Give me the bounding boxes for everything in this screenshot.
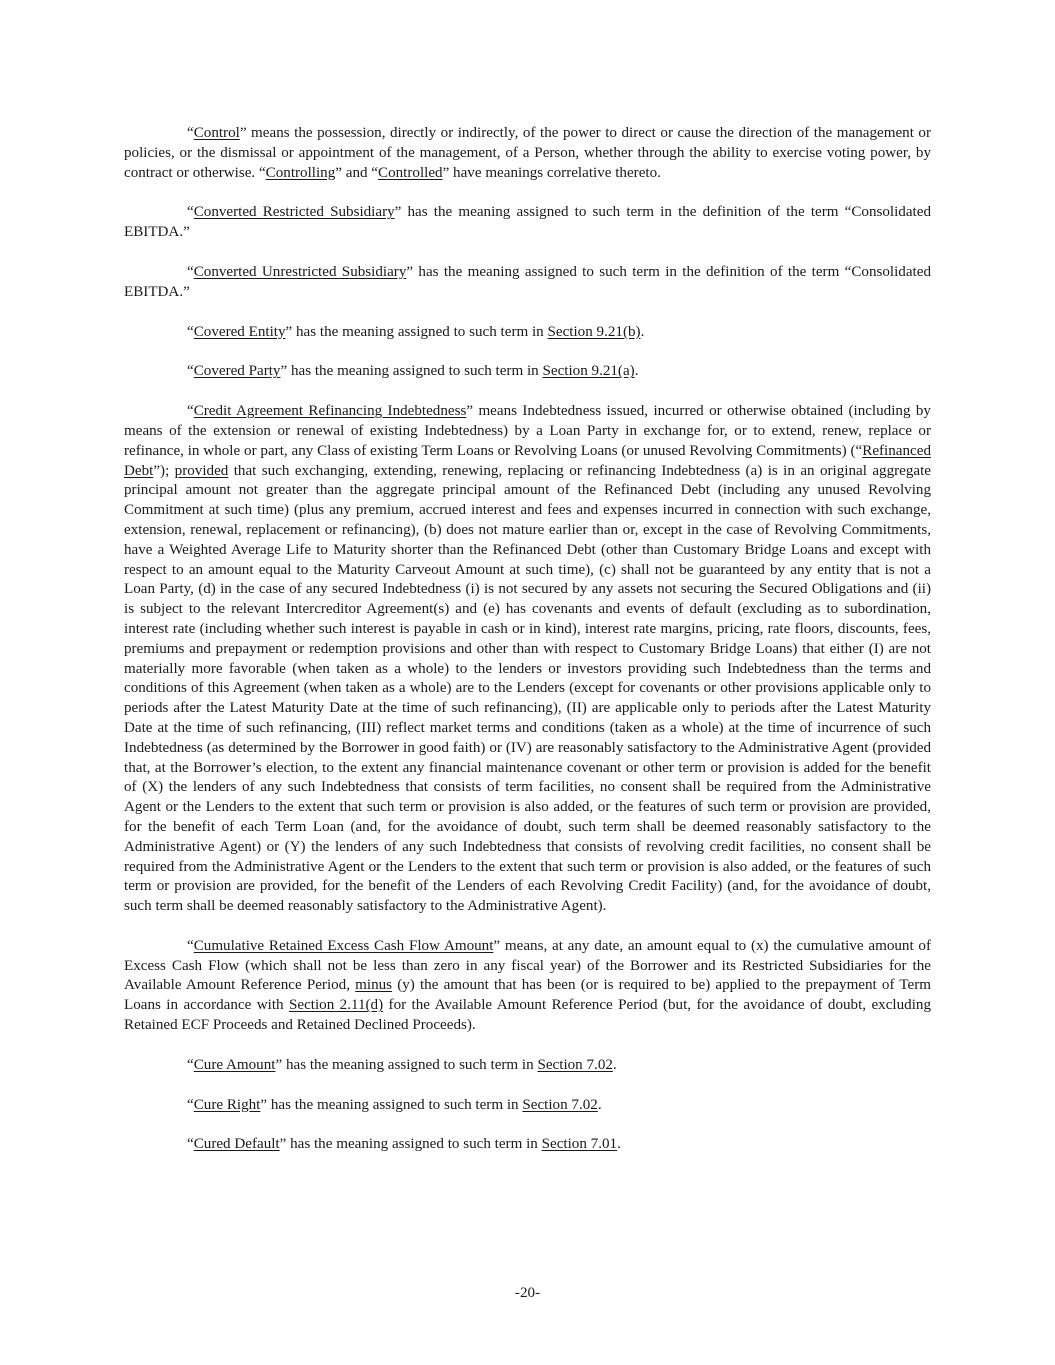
definition-text: ” has the meaning assigned to such term in xyxy=(275,1056,538,1073)
definition-text: (y) the amount that has been (or is required to be) applied to the prepayment of Term Loans in accordance with xyxy=(124,977,931,1014)
definition-text: ” have meanings correlative thereto. xyxy=(442,164,661,181)
definition-text: “ xyxy=(187,937,194,954)
underlined-term: Refinanced Debt xyxy=(124,442,931,479)
definition-covered-entity xyxy=(124,323,931,343)
definition-converted-restricted-subsidiary xyxy=(124,203,931,243)
definition-cure-right xyxy=(124,1096,931,1116)
definition-text: ”); xyxy=(153,462,175,479)
underlined-term: provided xyxy=(174,462,229,479)
underlined-term: Section 9.21(a) xyxy=(542,363,635,380)
definition-text: . xyxy=(617,1136,621,1153)
definition-converted-unrestricted-subsidiary xyxy=(124,263,931,303)
underlined-term: minus xyxy=(355,977,393,994)
underlined-term: Cure Right xyxy=(193,1096,261,1113)
definition-text: . xyxy=(597,1096,602,1113)
definition-text: that such exchanging, extending, renewing, replacing or refinancing Indebtedness (a) is in an original aggregate principal amount not greater than the aggregate principal amount of the Refinanced Debt (including any unused Revolving Commitment at such time) (plus any premium, accrued interest and fees and expenses incurred in connection with such exchange, extension, renewal, replacement or refinancing), (b) does not mature earlier than or, except in the case of Revolving Commitments, have a Weighted Average Life to Maturity shorter than the Refinanced Debt (other than Customary Bridge Loans and except with respect to an amount equal to the Maturity Carveout Amount at such time), (c) shall not be guaranteed by any entity that is not a Loan Party, (d) in the case of any secured Indebtedness (i) is not secured by any assets not securing the Secured Obligations and (ii) is subject to the relevant Intercreditor Agreement(s) and (e) has covenants and events of default (excluding as to subordination, interest rate (including whether such interest is payable in cash or in kind), interest rate margins, pricing, rate floors, discounts, fees, premiums and prepayment or redemption provisions and other than with respect to Customary Bridge Loans) that either (I) are not materially more favorable (when taken as a whole) to the lenders or investors providing such Indebtedness than the terms and conditions of this Agreement (when taken as a whole) are to the Lenders (except for covenants or other provisions applicable only to periods after the Latest Maturity Date at the time of such refinancing), (II) are applicable only to periods after the Latest Maturity Date at the time of such refinancing, (III) reflect market terms and conditions (taken as a whole) at the time of incurrence of such Indebtedness (as determined by the Borrower in good faith) or (IV) are reasonably satisfactory to the Administrative Agent (provided that, at the Borrower’s election, to the extent any financial maintenance covenant or other term or provision is added for the benefit of (X) the lenders of any such Indebtedness that consists of term facilities, no consent shall be required from the Administrative Agent or the Lenders to the extent that such term or provision is also added, or the features of such term or provision are provided, for the benefit of each Term Loan (and, for the avoidance of doubt, such term shall be deemed reasonably satisfactory to the Administrative Agent) or (Y) the lenders of any such Indebtedness that consists of revolving credit facilities, no consent shall be required from the Administrative Agent or the Lenders to the extent that such term or provision is also added, or the features of such term or provision are provided, for the benefit of the Lenders of each Revolving Credit Facility) (and, for the avoidance of doubt, such term shall be deemed reasonably satisfactory to the Administrative Agent). xyxy=(124,462,931,915)
definition-text: . xyxy=(612,1056,617,1073)
definition-cure-amount xyxy=(124,1056,931,1076)
definition-text: “ xyxy=(187,403,194,420)
underlined-term: Controlling xyxy=(265,164,336,181)
page-number: -20- xyxy=(514,1285,541,1301)
underlined-term: Section 7.01 xyxy=(541,1136,618,1153)
definition-text: ” means the possession, directly or indirectly, of the power to direct or cause the direction of the management or policies, or the dismissal or appointment of the management, of a Person, whether through the ability to exercise voting power, by contract or otherwise. “ xyxy=(124,125,931,181)
definition-text: ” has the meaning assigned to such term in xyxy=(280,363,543,380)
definition-text: . xyxy=(634,363,639,380)
definition-text: “ xyxy=(187,125,194,141)
underlined-term: Cure Amount xyxy=(193,1056,276,1073)
definition-text: ” has the meaning assigned to such term in xyxy=(285,323,548,340)
definition-text: ” has the meaning assigned to such term in the definition of the term “Consolidated EBITDA.” xyxy=(124,204,931,241)
document-page xyxy=(124,124,931,1175)
definition-control xyxy=(124,124,931,183)
definition-text: “ xyxy=(187,204,194,221)
definition-text: “ xyxy=(187,323,194,340)
definition-covered-party xyxy=(124,362,931,382)
definition-text: ” has the meaning assigned to such term in xyxy=(279,1136,542,1153)
definition-cumulative-retained-excess-cash-flow-amount xyxy=(124,937,931,1036)
definitions-list xyxy=(124,124,931,1155)
definition-text: “ xyxy=(187,363,194,380)
definition-text: ” has the meaning assigned to such term in xyxy=(260,1096,523,1113)
underlined-term: Section 7.02 xyxy=(537,1056,613,1073)
underlined-term: Section 7.02 xyxy=(522,1096,598,1113)
definition-text: ” means, at any date, an amount equal to (x) the cumulative amount of Excess Cash Flow (which shall not be less than zero in any fiscal year) of the Borrower and its Restricted Subsidiaries for the Available Amount Reference Period, xyxy=(124,937,931,994)
underlined-term: Converted Unrestricted Subsidiary xyxy=(193,263,407,280)
definition-cured-default xyxy=(124,1135,931,1155)
underlined-term: Covered Party xyxy=(193,363,281,380)
definition-text: “ xyxy=(187,263,194,280)
underlined-term: Covered Entity xyxy=(193,323,286,340)
underlined-term: Cumulative Retained Excess Cash Flow Amount xyxy=(193,937,494,954)
definition-text: ” means Indebtedness issued, incurred or otherwise obtained (including by means of the extension or renewal of existing Indebtedness) by a Loan Party in exchange for, or to extend, renew, replace or refinance, in whole or part, any Class of existing Term Loans or Revolving Loans (or unused Revolving Commitments) (“ xyxy=(124,403,931,459)
underlined-term: Section 9.21(b) xyxy=(547,323,641,340)
definition-text: “ xyxy=(187,1096,194,1113)
underlined-term: Credit Agreement Refinancing Indebtedness xyxy=(193,403,467,420)
definition-text: for the Available Amount Reference Period (but, for the avoidance of doubt, excluding Retained ECF Proceeds and Retained Declined Proceeds). xyxy=(124,997,931,1034)
definition-text: . xyxy=(640,323,645,340)
definition-text: ” and “ xyxy=(335,164,379,181)
definition-text: “ xyxy=(187,1136,194,1153)
underlined-term: Section 2.11(d) xyxy=(288,997,384,1014)
underlined-term: Converted Restricted Subsidiary xyxy=(193,204,395,221)
underlined-term: Controlled xyxy=(378,164,443,181)
underlined-term: Control xyxy=(193,125,240,141)
definition-text: “ xyxy=(187,1056,194,1073)
definition-credit-agreement-refinancing-indebtedness xyxy=(124,402,931,917)
definition-text: ” has the meaning assigned to such term in the definition of the term “Consolidated EBITDA.” xyxy=(124,263,931,300)
underlined-term: Cured Default xyxy=(193,1136,280,1153)
